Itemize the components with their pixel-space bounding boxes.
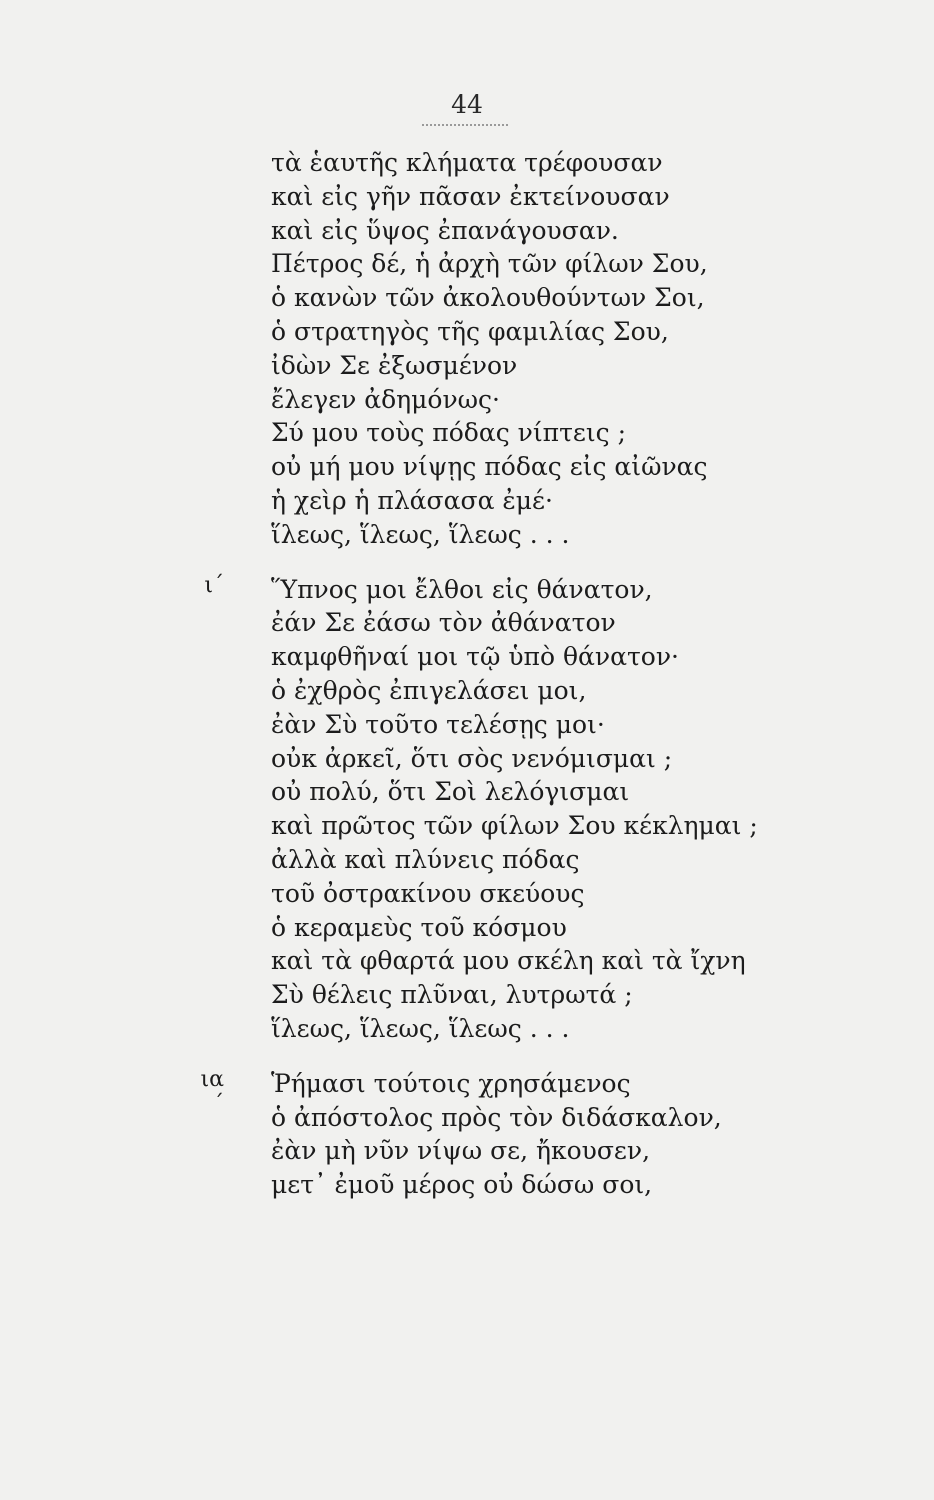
verse-line: οὐ πολύ, ὅτι Σοὶ λελόγισμαι [271, 777, 630, 807]
verse-line: καὶ τὰ φθαρτά μου σκέλη καὶ τὰ ἴχνη [271, 946, 746, 976]
verse-line: τοῦ ὀστρακίνου σκεύους [271, 878, 585, 908]
verse-line: καμφθῆναί μοι τῷ ὑπὸ θάνατον· [271, 642, 679, 672]
verse-line: οὐ μή μου νίψῃς πόδας εἰς αἰῶνας [271, 452, 708, 482]
stanza-number: ι´ [204, 572, 224, 598]
verse-line: ὁ ἐχθρὸς ἐπιγελάσει μοι, [271, 675, 587, 705]
verse-line: Πέτρος δέ, ἡ ἀρχὴ τῶν φίλων Σου, [271, 249, 708, 279]
verse-line: τὰ ἑαυτῆς κλήματα τρέφουσαν [271, 148, 663, 177]
hymn-text [200, 146, 791, 1202]
verse-line: καὶ πρῶτος τῶν φίλων Σου κέκλημαι ; [271, 811, 758, 841]
stanza-gap [271, 552, 791, 573]
verse-line: Ῥήμασι τούτοις χρησάμενος [271, 1068, 631, 1098]
verse-line: ὁ κεραμεὺς τοῦ κόσμου [271, 912, 567, 942]
verse-line: οὐκ ἀρκεῖ, ὅτι σὸς νενόμισμαι ; [271, 743, 673, 773]
verse-line: ἐὰν μὴ νῦν νίψω σε, ἤκουσεν, [271, 1136, 651, 1166]
verse-line: ὁ ἀπόστολος πρὸς τὸν διδάσκαλον, [271, 1102, 722, 1132]
verse-line: ἐάν Σε ἐάσω τὸν ἀθάνατον [271, 608, 616, 638]
stanza-10 [204, 572, 791, 1046]
verse-line: Ὕπνος μοι ἔλθοι εἰς θάνατον, [271, 574, 653, 604]
verse-line: μετ᾽ ἐμοῦ μέρος οὐ δώσω σοι, [271, 1170, 653, 1200]
verse-line: ἰδὼν Σε ἐξωσμένον [271, 350, 518, 380]
verse-line: καὶ εἰς γῆν πᾶσαν ἐκτείνουσαν [271, 181, 670, 211]
verse-line: ἵλεως, ἵλεως, ἵλεως . . . [271, 1013, 570, 1043]
verse-line: ὁ στρατηγὸς τῆς φαμιλίας Σου, [271, 316, 669, 346]
verse-line: ὁ κανὼν τῶν ἀκολουθούντων Σοι, [271, 283, 705, 313]
verse-line: Σύ μου τοὺς πόδας νίπτεις ; [271, 418, 627, 448]
page-number: 44 [451, 90, 483, 119]
verse-line: ἐὰν Σὺ τοῦτο τελέσῃς μοι· [271, 709, 605, 739]
verse-line: καὶ εἰς ὕψος ἐπανάγουσαν. [271, 215, 619, 245]
stanza-11 [200, 1066, 791, 1202]
verse-line: ἡ χεὶρ ἡ πλάσασα ἐμέ· [271, 485, 553, 515]
stanza-number: ια´ [200, 1066, 224, 1117]
stanza-gap [271, 1046, 791, 1067]
verse-line: ἵλεως, ἵλεως, ἵλεως . . . [271, 519, 570, 549]
verse-line: ἀλλὰ καὶ πλύνεις πόδας [271, 844, 580, 874]
header-rule [422, 124, 508, 126]
verse-line: Σὺ θέλεις πλῦναι, λυτρωτά ; [271, 980, 633, 1010]
verse-line: ἔλεγεν ἀδημόνως· [271, 384, 500, 414]
